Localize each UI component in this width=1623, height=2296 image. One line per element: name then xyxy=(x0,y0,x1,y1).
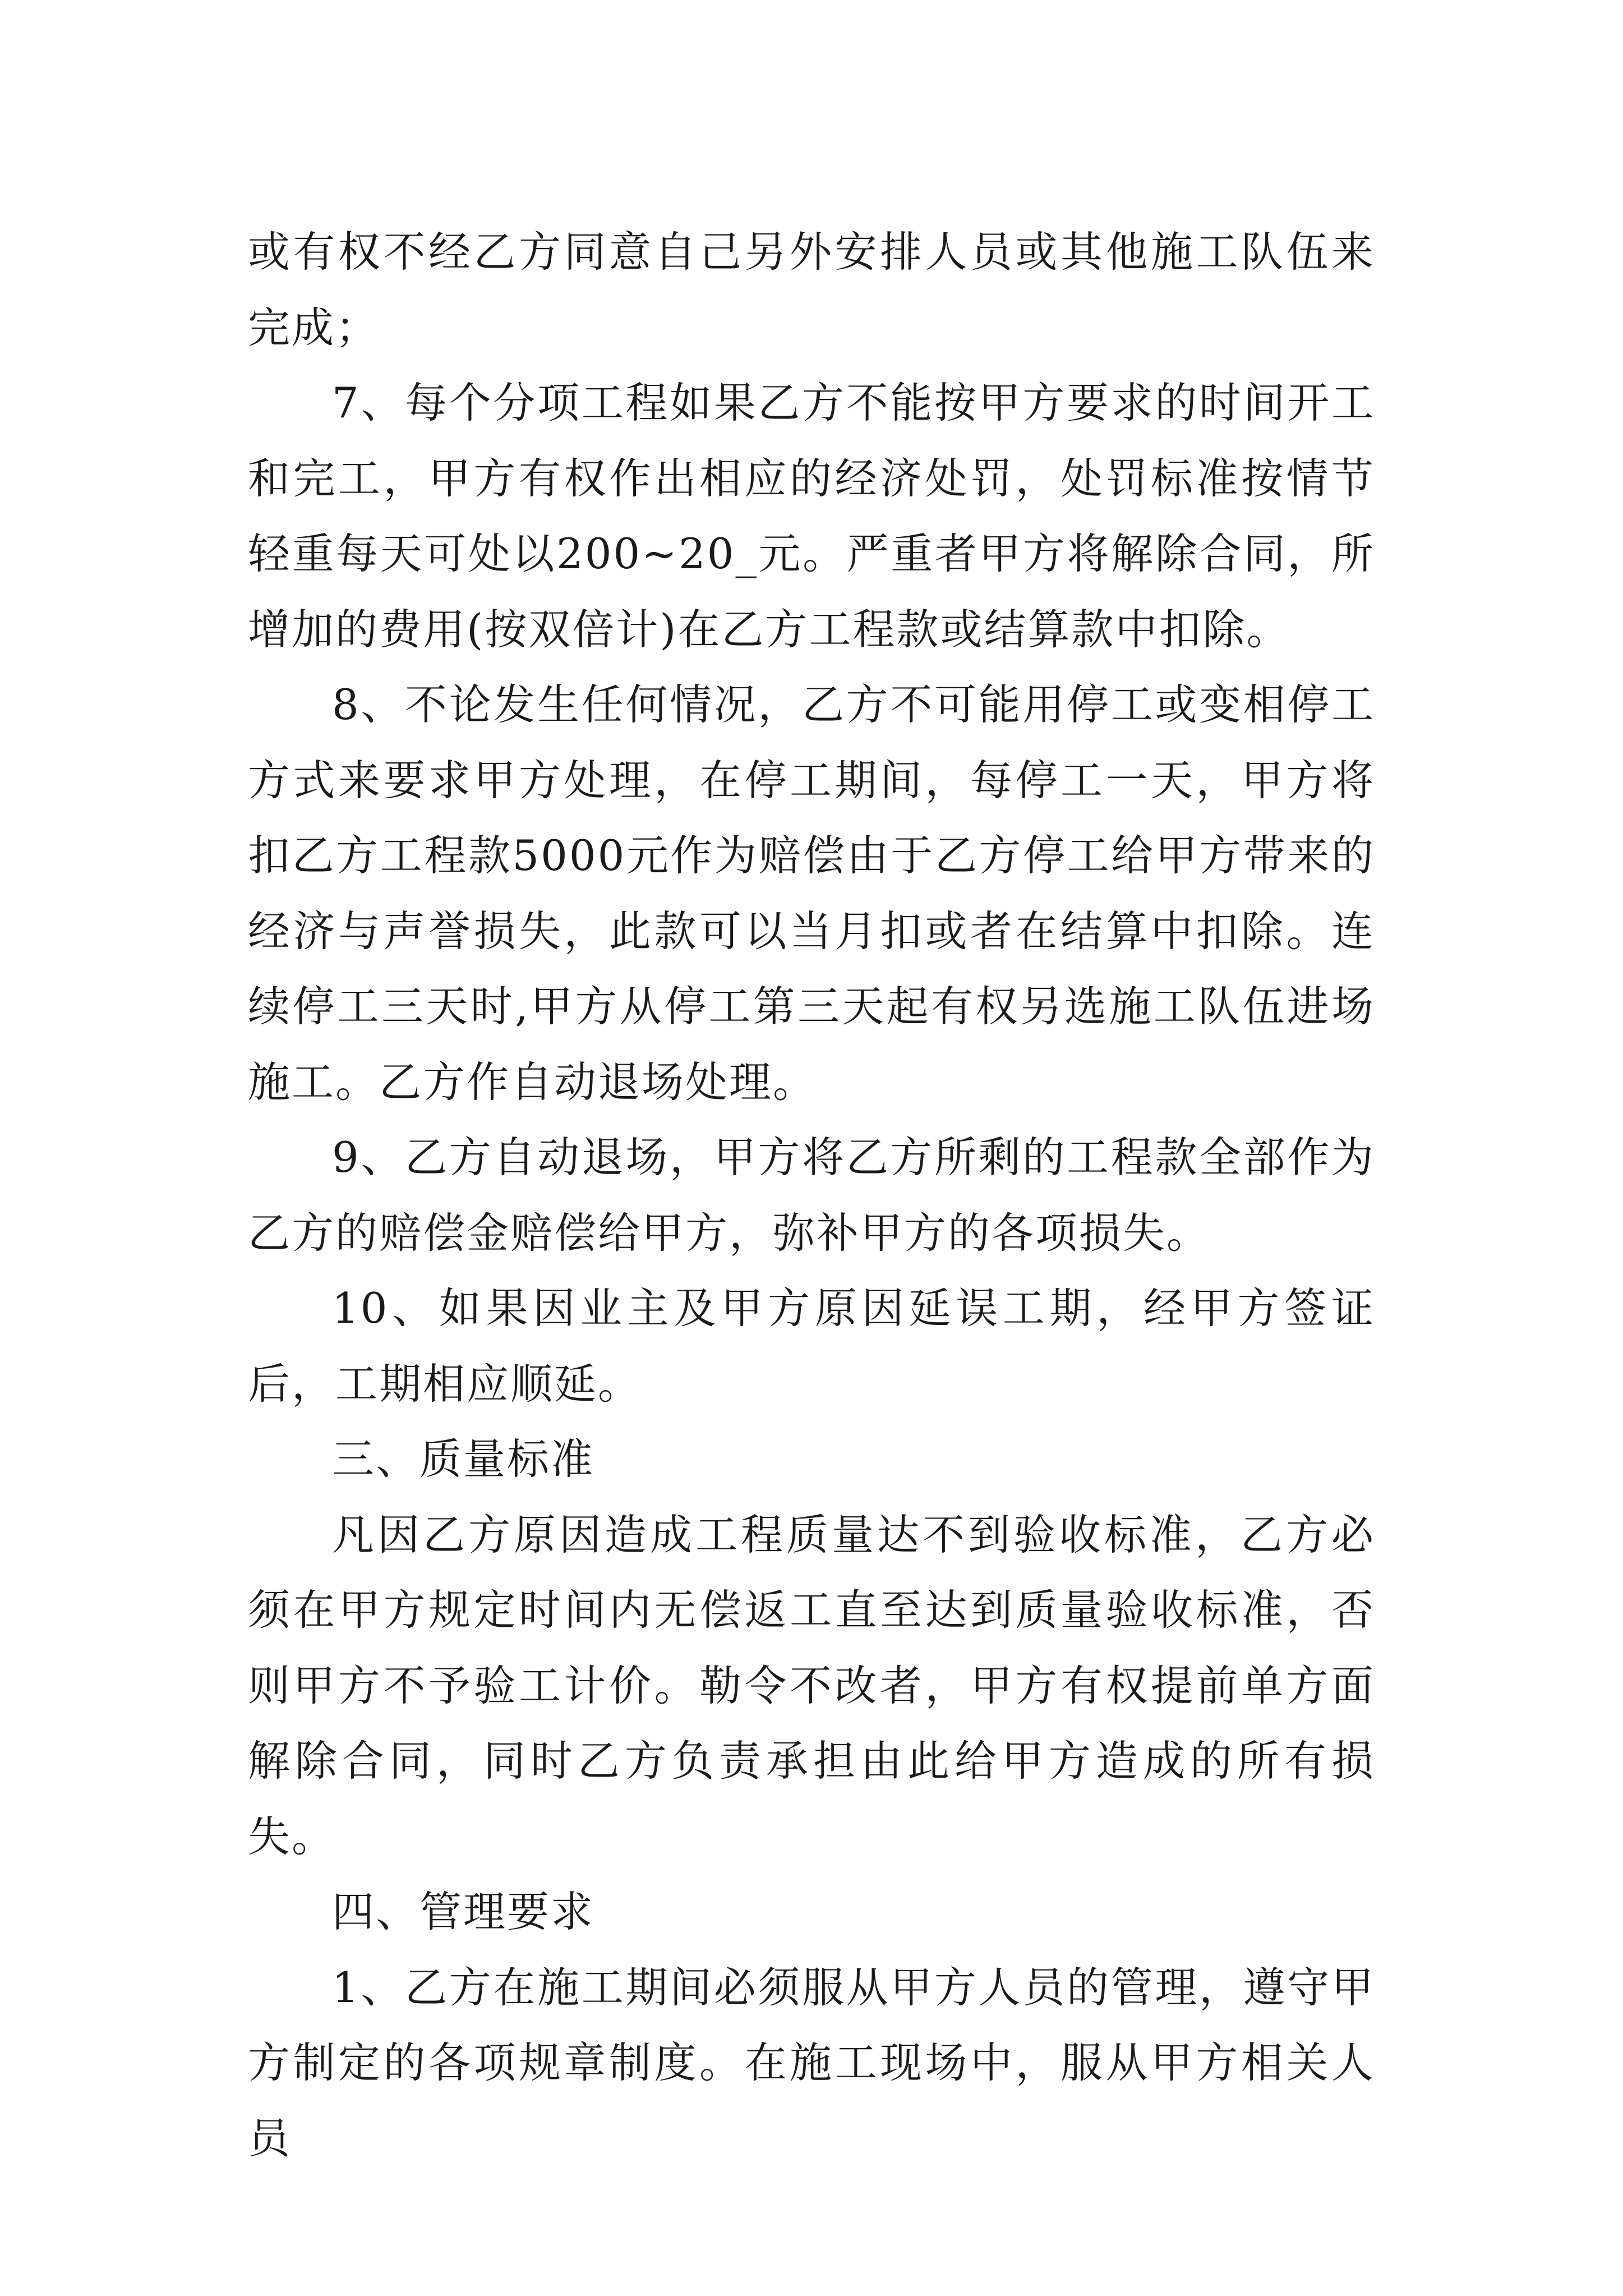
clause-7: 7、每个分项工程如果乙方不能按甲方要求的时间开工和完工，甲方有权作出相应的经济处罚，处罚标准按情节轻重每天可处以200~20_元。严重者甲方将解除合同，所增加的费用(按双倍计)在乙方工程款或结算款中扣除。 xyxy=(248,378,1375,654)
clause-10: 10、如果因业主及甲方原因延误工期，经甲方签证后，工期相应顺延。 xyxy=(248,1283,1375,1409)
management-clause-1: 1、乙方在施工期间必须服从甲方人员的管理，遵守甲方制定的各项规章制度。在施工现场中，服从甲方相关人员 xyxy=(248,1962,1375,2163)
clause-8: 8、不论发生任何情况，乙方不可能用停工或变相停工方式来要求甲方处理，在停工期间，每停工一天，甲方将扣乙方工程款5000元作为赔偿由于乙方停工给甲方带来的经济与声誉损失，此款可以当月扣或者在结算中扣除。连续停工三天时,甲方从停工第三天起有权另选施工队伍进场施工。乙方作自动退场处理。 xyxy=(248,680,1375,1107)
paragraph-continuation: 或有权不经乙方同意自己另外安排人员或其他施工队伍来完成； xyxy=(248,227,1375,352)
section-heading-management: 四、管理要求 xyxy=(332,1887,595,1936)
quality-standard-paragraph: 凡因乙方原因造成工程质量达不到验收标准，乙方必须在甲方规定时间内无偿返工直至达到质量验收标准，否则甲方不予验工计价。勒令不改者，甲方有权提前单方面解除合同，同时乙方负责承担由此给甲方造成的所有损失。 xyxy=(248,1510,1375,1861)
document-body xyxy=(248,214,1375,2176)
section-heading-quality: 三、质量标准 xyxy=(332,1434,595,1484)
clause-9: 9、乙方自动退场，甲方将乙方所剩的工程款全部作为乙方的赔偿金赔偿给甲方，弥补甲方的各项损失。 xyxy=(248,1133,1375,1258)
